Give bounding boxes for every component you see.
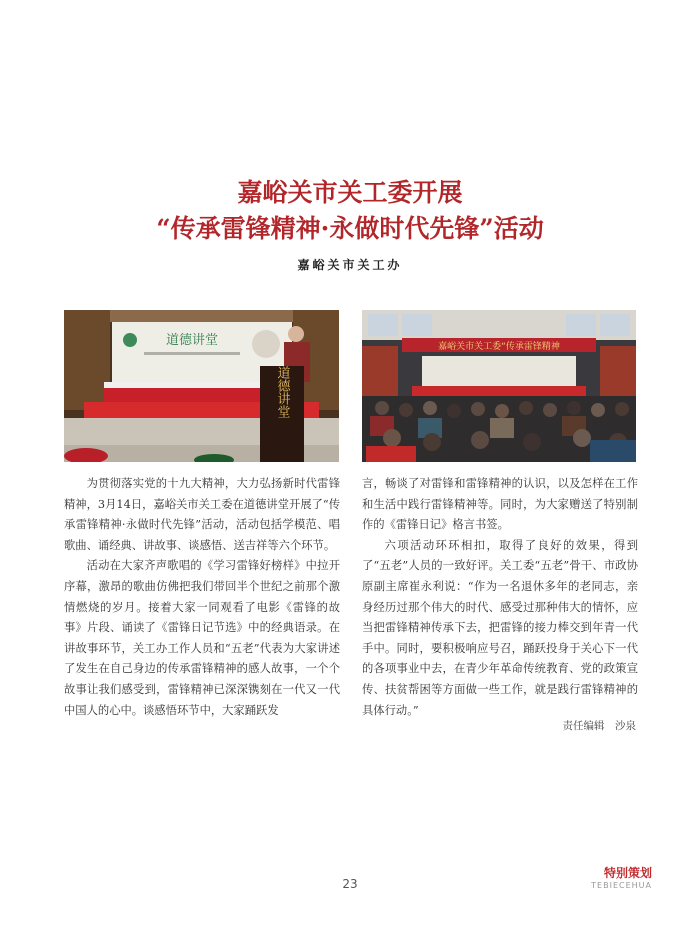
page-number: 23 — [342, 877, 358, 891]
podium-text: 道德讲堂 — [274, 366, 290, 418]
body-paragraph: 言，畅谈了对雷锋和雷锋精神的认识，以及怎样在工作和生活中践行雷锋精神等。同时，为大家赠送了特别制作的《雷锋日记》格言书签。 — [362, 477, 638, 532]
body-paragraph: 六项活动环环相扣，取得了良好的效果，得到了“五老”人员的一致好评。关工委“五老”骨干、市政协原副主席崔永利说：“作为一名退休多年的老同志，亲身经历过那个伟大的时代、感受过那种伟大的情怀，应当把雷锋精神传承下去，把雷锋的接力棒交到年青一代手中。同时，要积极响应号召，踊跃投身于关心下一代的各项事业中去，在青少年革命传统教育、党的政策宣传、扶贫帮困等方面做一些工作，就是践行雷锋精神的具体行动。” — [362, 538, 638, 717]
photo-lecture-hall-speaker — [64, 310, 339, 462]
section-title-cn: 特别策划 — [603, 866, 652, 880]
section-label — [591, 864, 652, 890]
article-title-line-1: 嘉峪关市关工委开展 — [237, 178, 463, 207]
article-title-line-2: “传承雷锋精神·永做时代先锋”活动 — [156, 214, 544, 243]
meeting-banner-text: 嘉峪关市关工委“传承雷锋精神 — [438, 342, 560, 352]
section-title-en: TEBIECEHUA — [591, 881, 652, 890]
responsible-editor: 责任编辑 沙泉 — [562, 720, 636, 732]
article-body-right-column — [362, 474, 638, 721]
body-paragraph: 为贯彻落实党的十九大精神，大力弘扬新时代雷锋精神，3月14日，嘉峪关市关工委在道德讲堂开展了“传承雷锋精神·永做时代先锋”活动，活动包括学模范、唱歌曲、诵经典、讲故事、谈感悟、送吉祥等六个环节。 — [64, 477, 340, 552]
article-body-left-column — [64, 474, 340, 721]
body-paragraph: 活动在大家齐声歌唱的《学习雷锋好榜样》中拉开序幕，激昂的歌曲仿佛把我们带回半个世纪之前那个激情燃烧的岁月。接着大家一同观看了电影《雷锋的故事》片段、诵读了《雷锋日记节选》中的经典语录。在讲故事环节，关工办工作人员和“五老”代表为大家讲述了发生在自己身边的传承雷锋精神的感人故事，一个个故事让我们感受到，雷锋精神已深深镌刻在一代又一代中国人的心中。谈感悟环节中，大家踊跃发 — [64, 559, 340, 717]
banner-text: 道德讲堂 — [165, 333, 219, 348]
article-byline: 嘉峪关市关工办 — [297, 258, 403, 272]
photo-audience-meeting — [362, 310, 636, 462]
